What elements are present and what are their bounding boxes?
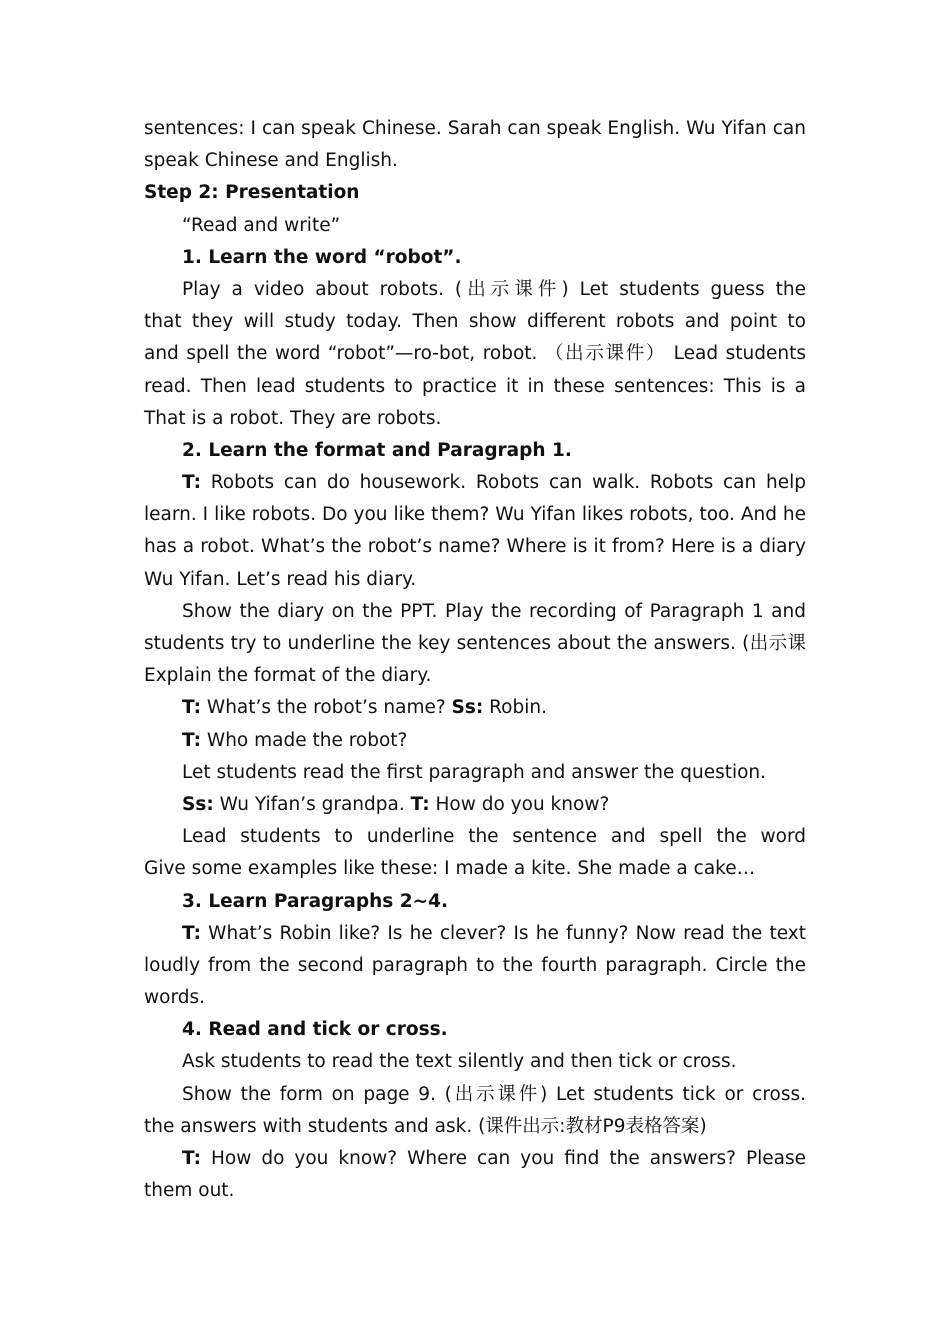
text-line-10: That is a robot. They are robots.	[144, 407, 442, 429]
subheading-2: 2. Learn the format and Paragraph 1.	[182, 439, 572, 461]
text-line-15: Wu Yifan. Let’s read his diary.	[144, 568, 417, 590]
text-line-2: speak Chinese and English.	[144, 150, 398, 172]
text-line-26: T: What’s Robin like? Is he clever? Is he funny? Now read the text	[182, 922, 806, 944]
text-line-7: that they will study today. Then show different robots and point to	[144, 311, 806, 333]
text-line-12: T: Robots can do housework. Robots can walk. Robots can help	[182, 472, 806, 494]
text-line-27: loudly from the second paragraph to the fourth paragraph. Circle the	[144, 954, 806, 976]
text-line-24: Give some examples like these: I made a kite. She made a cake…	[144, 858, 756, 880]
text-line-16: Show the diary on the PPT. Play the recording of Paragraph 1 and	[182, 600, 806, 622]
text-line-9: read. Then lead students to practice it in these sentences: This is a	[144, 375, 806, 397]
dialogue-line-1: T: What’s the robot’s name? Ss: Robin.	[182, 697, 547, 719]
text-line-34: them out.	[144, 1180, 235, 1202]
text-line-21: Let students read the first paragraph and answer the question.	[182, 761, 767, 783]
text-line-31: Show the form on page 9. (出示课件) Let students tick or cross.	[182, 1083, 806, 1105]
text-line-32: the answers with students and ask. (课件出示:教材P9表格答案)	[144, 1115, 707, 1137]
dialogue-line-3: Ss: Wu Yifan’s grandpa. T: How do you know?	[182, 793, 610, 815]
text-line-30: Ask students to read the text silently and then tick or cross.	[182, 1051, 737, 1073]
text-line-13: learn. I like robots. Do you like them? Wu Yifan likes robots, too. And he	[144, 504, 806, 526]
document-page	[144, 113, 806, 1207]
subheading-3: 3. Learn Paragraphs 2~4.	[182, 890, 449, 912]
section-title: “Read and write”	[182, 214, 341, 236]
text-line-18: Explain the format of the diary.	[144, 665, 432, 687]
text-line-28: words.	[144, 987, 205, 1009]
text-line-23: Lead students to underline the sentence and spell the word	[182, 826, 806, 848]
text-line-1: sentences: I can speak Chinese. Sarah can speak English. Wu Yifan can	[144, 118, 806, 139]
text-line-6: Play a video about robots. (出示课件) Let students guess the	[182, 278, 806, 300]
text-line-17: students try to underline the key sentences about the answers. (出示课	[144, 633, 806, 654]
subheading-4: 4. Read and tick or cross.	[182, 1019, 448, 1041]
text-line-8: and spell the word “robot”—ro-bot, robot. （出示课件） Lead students	[144, 343, 806, 365]
subheading-1: 1. Learn the word “robot”.	[182, 246, 462, 268]
dialogue-line-2: T: Who made the robot?	[182, 729, 408, 751]
step-heading: Step 2: Presentation	[144, 182, 360, 204]
text-line-14: has a robot. What’s the robot’s name? Where is it from? Here is a diary	[144, 536, 806, 558]
text-line-33: T: How do you know? Where can you find the answers? Please	[182, 1148, 806, 1169]
